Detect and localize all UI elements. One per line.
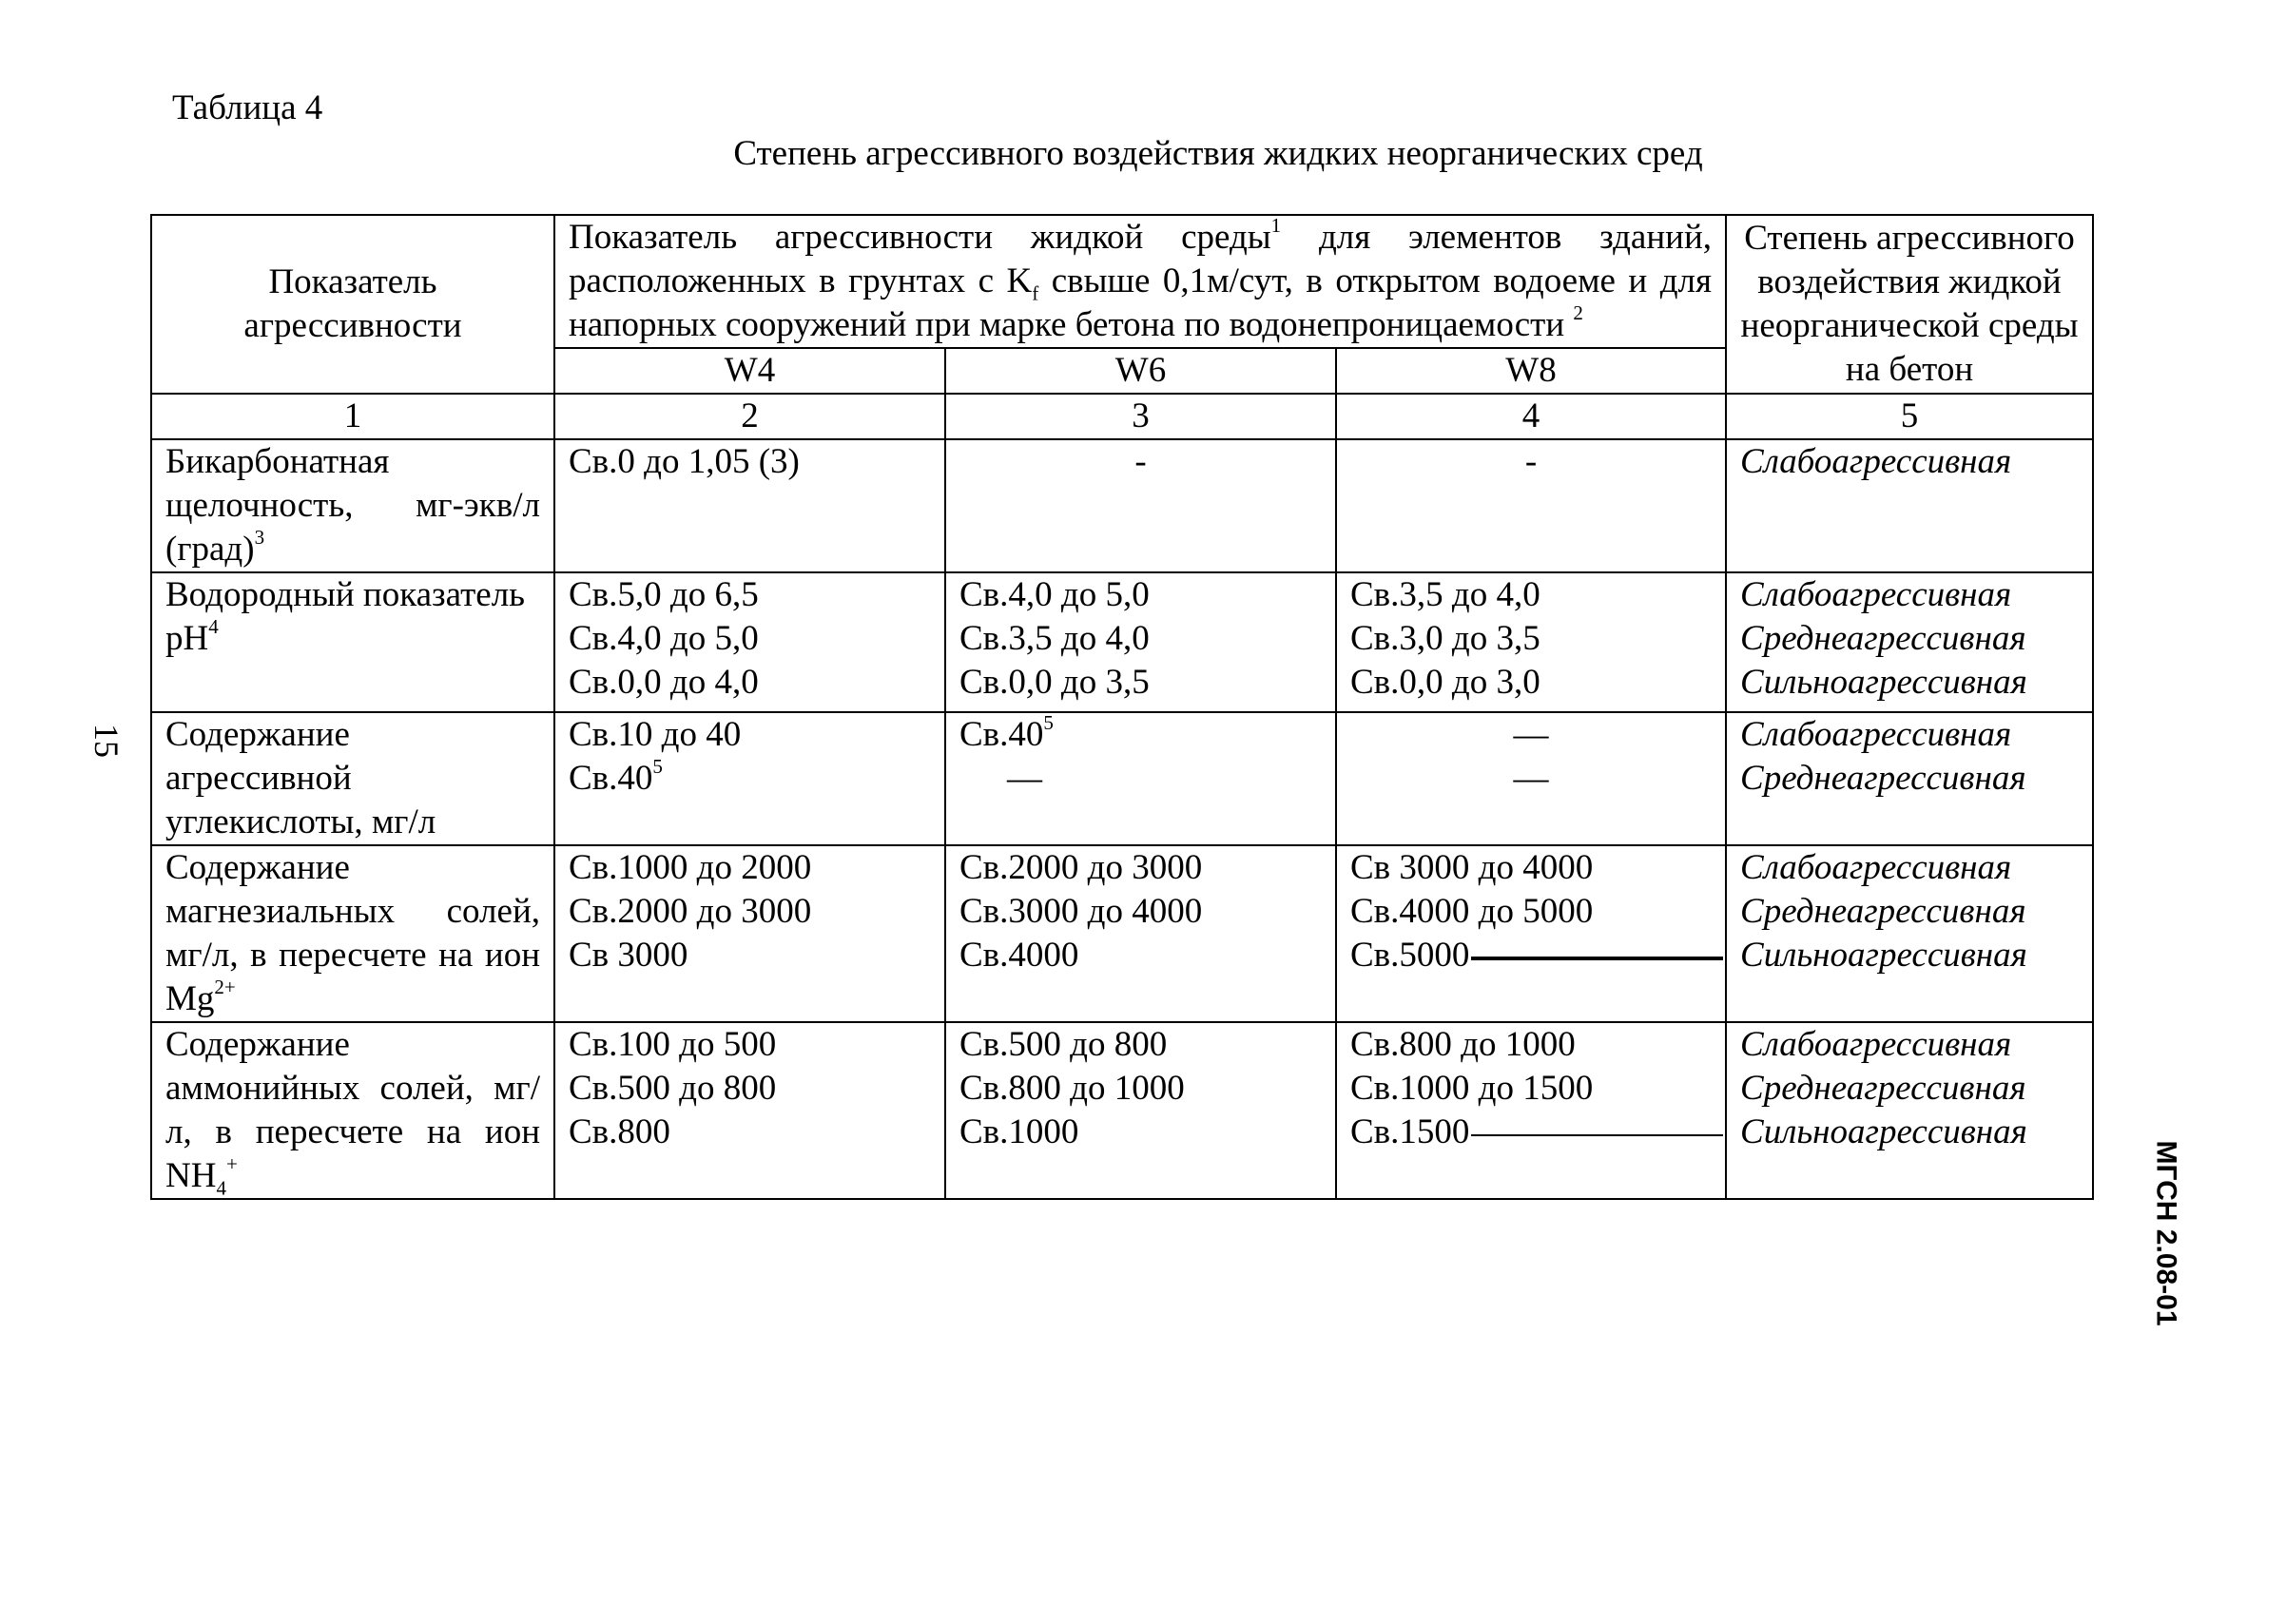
column-number: 3 — [945, 394, 1336, 439]
parameter-cell: Содержание агрессивной углекислоты, мг/л — [151, 712, 554, 845]
header-row — [151, 215, 2093, 348]
w6-cell: Св.2000 до 3000 Св.3000 до 4000 Св.4000 — [945, 845, 1336, 1022]
w4-cell: Св.0 до 1,05 (3) — [554, 439, 945, 572]
degree-cell: Слабоагрессивная Среднеагрессивная Сильноагрессивная — [1726, 572, 2093, 712]
table-label: Таблица 4 — [172, 88, 323, 127]
table-row — [151, 572, 2093, 712]
w4-cell: Св.1000 до 2000 Св.2000 до 3000 Св 3000 — [554, 845, 945, 1022]
aggressiveness-table — [150, 214, 2094, 1200]
table-row — [151, 712, 2093, 845]
column-number: 5 — [1726, 394, 2093, 439]
w4-cell: Св.100 до 500 Св.500 до 800 Св.800 — [554, 1022, 945, 1199]
header-parameter: Показатель агрессивности — [151, 215, 554, 394]
table-row — [151, 845, 2093, 1022]
header-group: Показатель агрессивности жидкой среды$^1$ для элементов зданий, расположенных в грунтах с $K_f$ свыше 0,1м/сут, в открытом водоеме и для напорных сооружений при марке бетона по водонепроницаемости $^2$ — [554, 215, 1726, 348]
degree-cell: Слабоагрессивная Среднеагрессивная Сильноагрессивная — [1726, 1022, 2093, 1199]
range-extension-line — [1471, 957, 1723, 960]
parameter-cell: Бикарбонатная щелочность, мг-экв/л (град)$^3$ — [151, 439, 554, 572]
w4-cell: Св.10 до 40 $Св.40^5$ — [554, 712, 945, 845]
range-extension-line — [1471, 1134, 1723, 1136]
w4-cell: Св.5,0 до 6,5 Св.4,0 до 5,0 Св.0,0 до 4,0 — [554, 572, 945, 712]
w8-cell: - — [1336, 439, 1726, 572]
w6-cell: Св.500 до 800 Св.800 до 1000 Св.1000 — [945, 1022, 1336, 1199]
w6-cell: Св.4,0 до 5,0 Св.3,5 до 4,0 Св.0,0 до 3,5 — [945, 572, 1336, 712]
degree-cell: Слабоагрессивная Среднеагрессивная Сильноагрессивная — [1726, 845, 2093, 1022]
w6-cell: - — [945, 439, 1336, 572]
header-w8: W8 — [1336, 348, 1726, 394]
table-title: Степень агрессивного воздействия жидких неорганических сред — [733, 134, 1703, 173]
w8-cell: Св.800 до 1000 Св.1000 до 1500 Св.1500 — [1336, 1022, 1726, 1199]
degree-cell: Слабоагрессивная Среднеагрессивная — [1726, 712, 2093, 845]
page-number: 15 — [87, 724, 126, 758]
column-number-row — [151, 394, 2093, 439]
parameter-cell: Содержание магнезиальных солей, мг/л, в пересчете на ион $Mg^{2+}$ — [151, 845, 554, 1022]
degree-cell: Слабоагрессивная — [1726, 439, 2093, 572]
parameter-cell: Водородный показатель $рН^4$ — [151, 572, 554, 712]
table-row — [151, 1022, 2093, 1199]
table-row — [151, 439, 2093, 572]
header-w4: W4 — [554, 348, 945, 394]
document-code: МГСН 2.08-01 — [2150, 1140, 2182, 1326]
column-number: 1 — [151, 394, 554, 439]
column-number: 4 — [1336, 394, 1726, 439]
w8-cell: Св 3000 до 4000 Св.4000 до 5000 Св.5000 — [1336, 845, 1726, 1022]
parameter-cell: Содержание аммонийных солей, мг/л, в пересчете на ион $NH_4^+$ — [151, 1022, 554, 1199]
w8-cell: — — — [1336, 712, 1726, 845]
header-degree: Степень агрессивного воздействия жидкой неорганической среды на бетон — [1726, 215, 2093, 394]
w6-cell: $Св.40^5$ — — [945, 712, 1336, 845]
header-w6: W6 — [945, 348, 1336, 394]
w8-cell: Св.3,5 до 4,0 Св.3,0 до 3,5 Св.0,0 до 3,0 — [1336, 572, 1726, 712]
column-number: 2 — [554, 394, 945, 439]
